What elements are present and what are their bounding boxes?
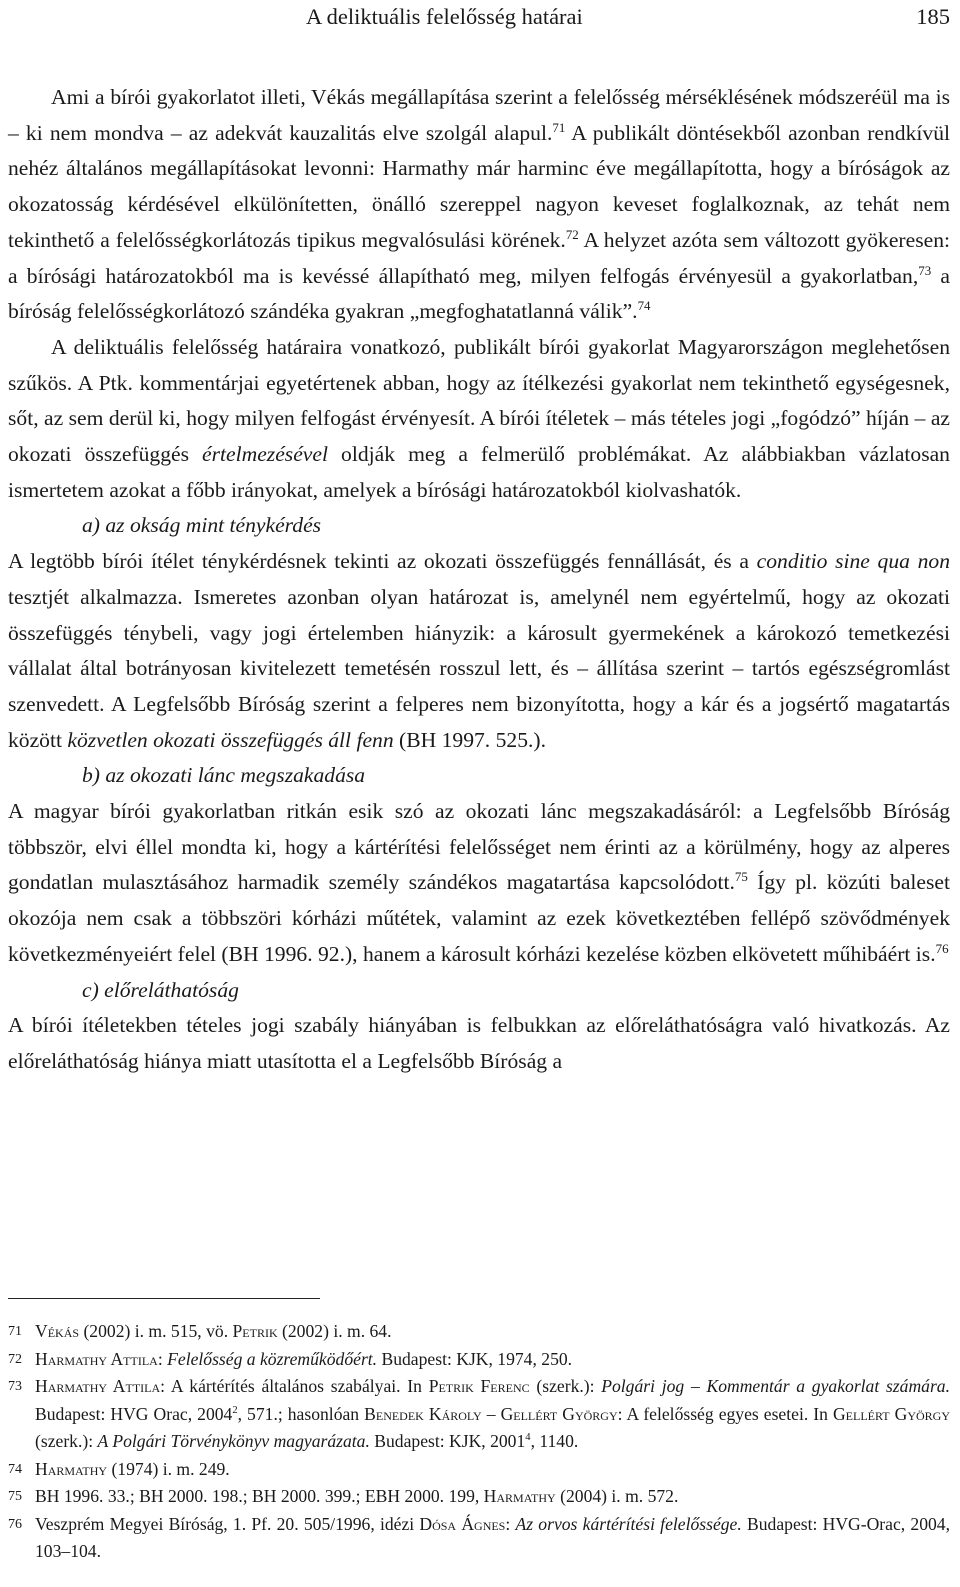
paragraph-1: Ami a bírói gyakorlatot illeti, Vékás megállapítása szerint a felelősség mérséklésének módszeréül ma is – ki nem mondva – az adekvát kauzalitás elve szolgál alapul.$^{71}$ A publikált döntésekből azonban rendkívül nehéz általános megállapításokat levonni: Harmathy már harminc éve megállapította, hogy a bíróságok az okozatosság kérdésével elkülönítetten, önálló szereppel nagyon keveset foglalkoznak, az tehát nem tekinthető a felelősségkorlátozás tipikus megvalósulási körének.$^{72}$ A helyzet azóta sem változott gyökeresen: a bírósági határozatokból ma is kevéssé állapítható meg, milyen felfogás érvényesül a gyakorlatban,$^{73}$ a bíróság felelősségkorlátozó szándéka gyakran „megfoghatatlanná válik”.$^{74}$ [8,85,950,324]
footnotes [8,1318,950,1566]
section-heading-b: b) az okozati lánc megszakadása [82,763,366,788]
page-number: 185 [916,4,950,29]
footnote-number: 76 [8,1516,22,1532]
footnote-73: 73 Harmathy Attila: A kártérítés általános szabályai. In Petrik Ferenc (szerk.): Polgári jog – Kommentár a gyakorlat számára. Budapest: HVG Orac, 2004$^2$, 571.; hasonlóan Benedek Károly – Gellért György: A felelősség egyes esetei. In Gellért György (szerk.): A Polgári Törvénykönyv magyarázata. Budapest: KJK, 2001$^4$, 1140. [8,1373,950,1456]
footnote-ref-74[interactable]: 74 [637,298,651,314]
running-title: A deliktuális felelősség határai [306,4,583,29]
section-heading-a: a) az okság mint ténykérdés [82,513,322,538]
footnote-75: 75 BH 1996. 33.; BH 2000. 198.; BH 2000. 399.; EBH 2000. 199, Harmathy (2004) i. m. 572. [8,1483,950,1511]
emphasis: értelmezésével [202,442,328,467]
footnote-76: 76 Veszprém Megyei Bíróság, 1. Pf. 20. 505/1996, idézi Dósa Ágnes: Az orvos kártérítési felelőssége. Budapest: HVG-Orac, 2004, 103–104. [8,1511,950,1566]
footnote-ref-76[interactable]: 76 [935,940,949,956]
paragraph-2: A deliktuális felelősség határaira vonatkozó, publikált bírói gyakorlat Magyarországon meglehetősen szűkös. A Ptk. kommentárjai egyetértenek abban, hogy az ítélkezési gyakorlat nem tekinthető egységesnek, sőt, az sem derül ki, hogy milyen felfogást érvényesít. A bírói ítéletek – más tételes jogi „fogódzó” híján – az okozati összefüggés értelmezésével oldják meg a felmerülő problémákat. Az alábbiakban vázlatosan ismertetem azokat a főbb irányokat, amelyek a bírósági határozatokból kiolvashatók. [8,334,950,502]
footnote-number: 71 [8,1324,22,1339]
footnote-ref-75[interactable]: 75 [734,869,748,885]
main-text [8,80,950,1080]
paragraph-5: A bírói ítéletekben tételes jogi szabály hiányában is felbukkan az előreláthatóságra való hivatkozás. Az előreláthatóság hiánya miatt utasította el a Legfelsőbb Bíróság a [8,1013,950,1073]
footnote-ref-73[interactable]: 73 [918,262,932,278]
footnote-number: 74 [8,1461,22,1477]
paragraph-4: A magyar bírói gyakorlatban ritkán esik szó az okozati lánc megszakadásáról: a Legfelsőbb Bíróság többször, elvi éllel mondta ki, hogy a kártérítési felelősséget nem érinti az a körülmény, hogy az alperes gondatlan mulasztásához harmadik személy szándékos magatartása kapcsolódott.$^{75}$ Így pl. közúti baleset okozója nem csak a többszöri kórházi műtétek, valamint az ezek következtében fellépő szövődmények következményeiért felel (BH 1996. 92.), hanem a károsult kórházi kezelése közben elkövetett műhibáért is.$^{76}$ [8,799,951,966]
footnote-number: 75 [8,1489,22,1504]
footnote-ref-72[interactable]: 72 [565,226,579,242]
footnote-72: 72 Harmathy Attila: Felelősség a közreműködőért. Budapest: KJK, 1974, 250. [8,1346,950,1374]
emphasis: conditio sine qua non [756,549,951,574]
footnote-74: 74 Harmathy (1974) i. m. 249. [8,1456,950,1484]
section-heading-c: c) előreláthatóság [82,977,239,1002]
footnote-separator [8,1298,320,1299]
footnote-number: 73 [8,1379,22,1394]
paragraph-3: A legtöbb bírói ítélet ténykérdésnek tekinti az okozati összefüggés fennállását, és a conditio sine qua non tesztjét alkalmazza. Ismeretes azonban olyan határozat is, amelynél nem egyértelmű, hogy az okozati összefüggés ténybeli, vagy jogi értelemben hiányzik: a károsult gyermekének a károkozó temetkezési vállalat által botrányosan kivitelezett temetésén rosszul lett, és – állítása szerint – tartós egészségromlást szenvedett. A Legfelsőbb Bíróság szerint a felperes nem bizonyította, hogy a kár és a jogsértő magatartás között közvetlen okozati összefüggés áll fenn (BH 1997. 525.). [8,549,951,752]
footnote-number: 72 [8,1351,22,1367]
footnote-71: 71 Vékás (2002) i. m. 515, vö. Petrik (2002) i. m. 64. [8,1318,950,1346]
footnote-ref-71[interactable]: 71 [552,119,566,135]
running-header [8,4,950,34]
emphasis: közvetlen okozati összefüggés áll fenn [67,727,394,752]
